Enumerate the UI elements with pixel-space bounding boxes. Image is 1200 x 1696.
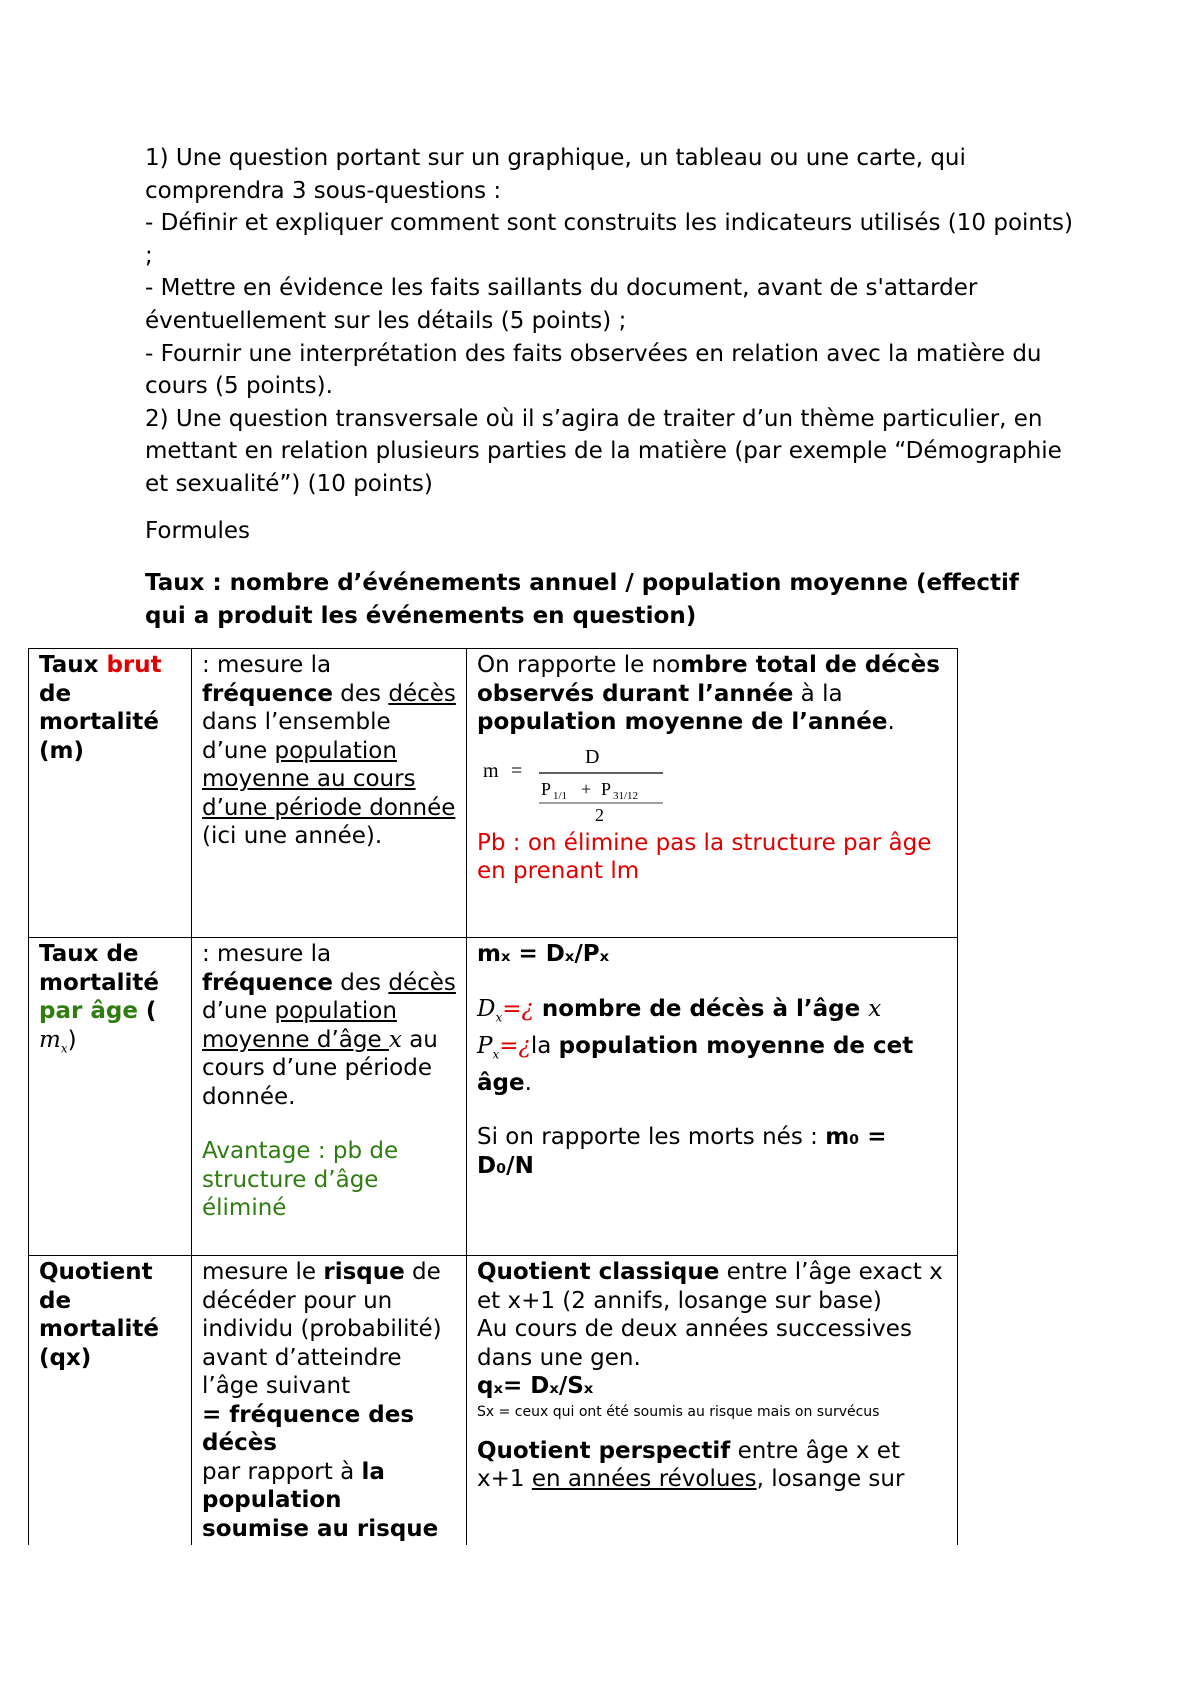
- dx-definition: [477, 995, 947, 1032]
- table-row: [29, 649, 958, 938]
- desc-text: d’une: [202, 998, 275, 1024]
- sx-note: Sx = ceux qui ont été soumis au risque mais on survécus: [477, 1403, 880, 1420]
- row-description-cell: [192, 1256, 467, 1546]
- morts-nes-formula: m₀ = D₀/N: [477, 1124, 887, 1179]
- method-text: Au cours de deux années successives dans une gen.: [477, 1316, 912, 1371]
- desc-x: x: [388, 1026, 402, 1053]
- row-name-cell: [29, 1256, 192, 1546]
- px-sub: x: [492, 1047, 500, 1062]
- px-la: la: [530, 1032, 559, 1059]
- name-paren: (: [137, 998, 157, 1024]
- instruction-line-2: - Définir et expliquer comment sont construits les indicateurs utilisés (10 points) ;: [145, 210, 1073, 269]
- row-name-cell: [29, 649, 192, 938]
- desc-text: : mesure la: [202, 652, 332, 678]
- desc-text: : mesure la: [202, 941, 332, 967]
- desc-text: des: [333, 969, 389, 996]
- formula-numerator: D: [585, 745, 600, 768]
- table-row: [29, 938, 958, 1256]
- px-definition: [477, 1032, 947, 1098]
- desc-bold: fréquence: [202, 680, 333, 707]
- instruction-line-5: 2) Une question transversale où il s’agira de traiter d’un thème particulier, en mettant en relation plusieurs parties de la matière (par exemple “Démographie et sexualité”) (10 points): [145, 405, 1062, 497]
- name-m: m: [39, 1026, 61, 1053]
- px-dot: .: [524, 1069, 532, 1096]
- row-description-cell: [192, 938, 467, 1256]
- table-row: [29, 1256, 958, 1546]
- instruction-line-4: - Fournir une interprétation des faits observées en relation avec la matière du cours (5 points).: [145, 340, 1042, 400]
- taux-definition: Taux : nombre d’événements annuel / population moyenne (effectif qui a produit les événements en question): [145, 570, 1019, 629]
- desc-underline: décès: [388, 680, 456, 707]
- method-bold: population moyenne de l’année: [477, 709, 888, 735]
- avantage-note: Avantage : pb de structure d’âge éliminé: [202, 1138, 399, 1221]
- px-symbol: P: [477, 1032, 493, 1059]
- desc-underline: population moyenne d’âge: [202, 998, 397, 1053]
- method-text: entre âge x et x+1: [477, 1437, 900, 1492]
- formulas-table: [28, 648, 958, 1545]
- row-method-cell: [467, 649, 958, 938]
- morts-nes-text: Si on rapporte les morts nés :: [477, 1124, 826, 1151]
- name-rest: de mortalité (m): [39, 680, 159, 764]
- dx-x: x: [868, 995, 882, 1022]
- exam-instructions: [145, 142, 1075, 501]
- method-text: , losange sur: [756, 1466, 905, 1492]
- row-description-cell: [192, 649, 467, 938]
- method-bold: Quotient perspectif: [477, 1437, 731, 1464]
- name-text: Taux de mortalité: [39, 941, 159, 996]
- name-paren: ): [67, 1026, 77, 1053]
- dx-symbol: D: [477, 995, 496, 1022]
- structure-note: Pb : on élimine pas la structure par âge en prenant lm: [477, 829, 932, 884]
- formula-sub-dec: 31/12: [613, 789, 639, 802]
- method-text: à la: [793, 680, 843, 707]
- method-text: .: [887, 709, 895, 735]
- desc-bold: = fréquence des décès: [202, 1401, 415, 1456]
- formula-p-dec: P: [601, 778, 612, 799]
- desc-bold: fréquence: [202, 969, 333, 996]
- row-method-cell: [467, 938, 958, 1256]
- formules-heading: Formules: [145, 518, 251, 544]
- method-bold: mbre total de décès observés durant l’année: [477, 652, 940, 707]
- dx-text: nombre de décès à l’âge: [533, 995, 869, 1022]
- name-sub: x: [60, 1041, 68, 1056]
- px-text: population moyenne de cet âge: [477, 1032, 914, 1096]
- name-text: Quotient de mortalité (qx): [39, 1259, 159, 1371]
- desc-text: mesure le: [202, 1259, 324, 1285]
- dx-eq: =¿: [502, 995, 534, 1022]
- formula-plus: +: [581, 778, 592, 799]
- name-text: Taux: [39, 652, 107, 678]
- desc-underline: décès: [388, 969, 456, 996]
- desc-text: par rapport à: [202, 1458, 362, 1485]
- crude-rate-formula-image: [477, 743, 677, 825]
- dx-sub: x: [495, 1010, 503, 1025]
- formula-two: 2: [595, 804, 604, 825]
- desc-bold: la population soumise au risque: [202, 1458, 439, 1542]
- desc-text: au cours d’une période donnée.: [202, 1026, 438, 1110]
- desc-text: (ici une année).: [202, 823, 383, 849]
- formula-equals: =: [511, 759, 523, 782]
- desc-text: dans l’ensemble d’une: [202, 709, 391, 764]
- instruction-line-1: 1) Une question portant sur un graphique, un tableau ou une carte, qui comprendra 3 sous-questions :: [145, 145, 966, 204]
- method-text: entre l’âge exact x et x+1 (2 annifs, losange sur base): [477, 1259, 943, 1314]
- formula-m: m: [483, 759, 499, 782]
- row-name-cell: [29, 938, 192, 1256]
- method-text: On rapporte le no: [477, 652, 681, 678]
- instruction-line-3: - Mettre en évidence les faits saillants du document, avant de s'attarder éventuellement sur les détails (5 points) ;: [145, 275, 978, 334]
- name-par-age: par âge: [39, 998, 138, 1024]
- desc-text: des: [333, 680, 389, 707]
- name-brut: brut: [106, 652, 162, 678]
- px-eq: =¿: [499, 1032, 531, 1059]
- desc-bold: risque: [323, 1259, 405, 1285]
- row-method-cell: [467, 1256, 958, 1546]
- age-rate-formula: mₓ = Dₓ/Pₓ: [477, 941, 610, 967]
- method-bold: Quotient classique: [477, 1259, 720, 1285]
- desc-underline: population moyenne au cours d’une période donnée: [202, 737, 456, 821]
- method-underline: en années révolues: [531, 1466, 757, 1492]
- desc-text: de décéder pour un individu (probabilité) avant d’atteindre l’âge suivant: [202, 1259, 442, 1399]
- formula-sub-jan: 1/1: [553, 789, 568, 802]
- quotient-formula: qₓ= Dₓ/Sₓ: [477, 1373, 594, 1399]
- formula-p-jan: P: [541, 778, 552, 799]
